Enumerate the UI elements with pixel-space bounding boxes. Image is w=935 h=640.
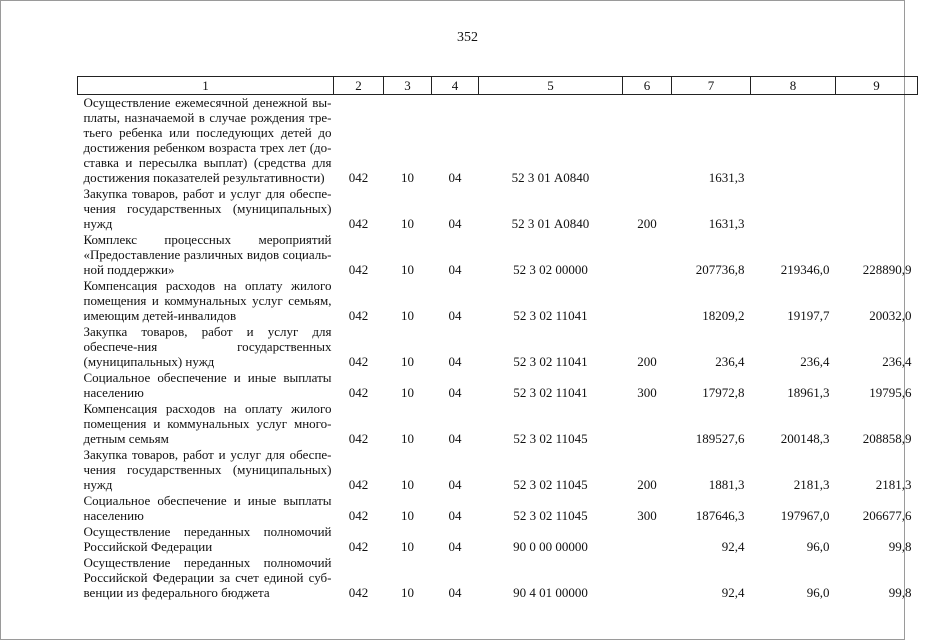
cell-ministry: 042 <box>348 508 369 523</box>
page-number: 352 <box>457 30 478 45</box>
cell-value-9: 99,8 <box>888 585 912 600</box>
row-name: Закупка товаров, работ и услуг для обеспе-чения государственных (муниципальных) нужд <box>83 186 332 231</box>
cell-section: 10 <box>401 585 414 600</box>
cell-target: 52 3 02 11041 <box>513 308 588 323</box>
row-name: Социальное обеспечение и иные выплаты населению <box>83 370 332 400</box>
cell-subsection: 04 <box>448 216 462 231</box>
cell-value-9: 206677,6 <box>862 508 912 523</box>
table-row <box>78 186 918 232</box>
cell-value-8: 19197,7 <box>787 308 830 323</box>
row-name: Социальное обеспечение и иные выплаты населению <box>83 493 332 523</box>
cell-value-8: 236,4 <box>800 354 830 369</box>
budget-table <box>77 76 918 601</box>
cell-subsection: 04 <box>448 385 462 400</box>
cell-value-8 <box>751 186 836 232</box>
cell-expense-type <box>623 555 672 601</box>
cell-value-9: 2181,3 <box>875 477 912 492</box>
cell-target: 52 3 02 11045 <box>513 477 588 492</box>
cell-target: 52 3 02 11041 <box>513 354 588 369</box>
cell-section: 10 <box>401 431 414 446</box>
row-name: Закупка товаров, работ и услуг для обеспе-чения государственных (муниципальных) нужд <box>83 447 332 492</box>
cell-value-8 <box>751 95 836 187</box>
table-header-row <box>78 77 918 95</box>
cell-target: 52 3 02 11045 <box>513 431 588 446</box>
cell-subsection: 04 <box>448 477 462 492</box>
cell-value-8: 200148,3 <box>780 431 830 446</box>
table-row <box>78 401 918 447</box>
cell-section: 10 <box>401 354 414 369</box>
table-row <box>78 278 918 324</box>
row-name: Закупка товаров, работ и услуг для обеспече-ния государственных (муниципальных) нужд <box>83 324 332 369</box>
cell-value-7: 236,4 <box>715 354 745 369</box>
cell-value-9: 236,4 <box>882 354 912 369</box>
cell-section: 10 <box>401 216 414 231</box>
cell-subsection: 04 <box>448 170 462 185</box>
cell-subsection: 04 <box>448 585 462 600</box>
cell-value-7: 92,4 <box>721 585 745 600</box>
cell-expense-type: 200 <box>637 354 657 369</box>
cell-section: 10 <box>401 385 414 400</box>
cell-subsection: 04 <box>448 539 462 554</box>
cell-expense-type <box>623 401 672 447</box>
cell-ministry: 042 <box>348 308 369 323</box>
cell-ministry: 042 <box>348 477 369 492</box>
column-header: 7 <box>672 77 751 95</box>
cell-value-7: 1881,3 <box>708 477 745 492</box>
row-name: Комплекс процессных мероприятий «Предоставление различных видов социаль-ной поддержки» <box>83 232 332 277</box>
cell-value-9: 20032,0 <box>869 308 912 323</box>
column-header: 8 <box>751 77 836 95</box>
cell-section: 10 <box>401 508 414 523</box>
cell-section: 10 <box>401 477 414 492</box>
row-name: Компенсация расходов на оплату жилого помещения и коммунальных услуг семьям, имеющим детей-инвалидов <box>83 278 332 323</box>
cell-value-8: 18961,3 <box>787 385 830 400</box>
cell-target: 90 0 00 00000 <box>513 539 588 554</box>
table-row <box>78 232 918 278</box>
cell-value-7: 92,4 <box>721 539 745 554</box>
cell-value-7: 189527,6 <box>695 431 745 446</box>
cell-value-9 <box>836 95 918 187</box>
cell-value-9: 228890,9 <box>862 262 912 277</box>
cell-value-7: 1631,3 <box>708 216 745 231</box>
cell-value-8: 2181,3 <box>793 477 830 492</box>
cell-expense-type <box>623 232 672 278</box>
table-row <box>78 370 918 401</box>
row-name: Осуществление переданных полномочий Российской Федерации <box>83 524 332 554</box>
cell-expense-type <box>623 524 672 555</box>
cell-expense-type: 200 <box>637 216 657 231</box>
cell-expense-type <box>623 95 672 187</box>
cell-subsection: 04 <box>448 308 462 323</box>
cell-target: 52 3 02 00000 <box>513 262 588 277</box>
row-name: Осуществление переданных полномочий Российской Федерации за счет единой суб-венции из федерального бюджета <box>83 555 332 600</box>
cell-target: 52 3 01 А0840 <box>511 170 590 185</box>
table-row <box>78 447 918 493</box>
cell-value-9: 208858,9 <box>862 431 912 446</box>
cell-target: 52 3 02 11045 <box>513 508 588 523</box>
column-header: 2 <box>334 77 384 95</box>
cell-ministry: 042 <box>348 170 369 185</box>
cell-section: 10 <box>401 308 414 323</box>
cell-expense-type: 200 <box>637 477 657 492</box>
cell-expense-type: 300 <box>637 508 657 523</box>
table-row <box>78 555 918 601</box>
cell-value-7: 187646,3 <box>695 508 745 523</box>
column-header: 9 <box>836 77 918 95</box>
cell-ministry: 042 <box>348 354 369 369</box>
cell-value-9: 99,8 <box>888 539 912 554</box>
cell-target: 52 3 01 А0840 <box>511 216 590 231</box>
cell-value-7: 17972,8 <box>702 385 745 400</box>
cell-value-8: 96,0 <box>806 585 830 600</box>
cell-section: 10 <box>401 539 414 554</box>
row-name: Осуществление ежемесячной денежной вы-платы, назначаемой в случае рождения тре-тьего ребенка или последующих детей до достижения ребенком возраста трех лет (до-ставка и пересылка выплат) (средства для достижения показателей результативности) <box>83 95 332 185</box>
cell-subsection: 04 <box>448 262 462 277</box>
column-header: 6 <box>623 77 672 95</box>
cell-ministry: 042 <box>348 216 369 231</box>
cell-value-9: 19795,6 <box>869 385 912 400</box>
cell-value-8: 219346,0 <box>780 262 830 277</box>
cell-ministry: 042 <box>348 431 369 446</box>
cell-value-8: 96,0 <box>806 539 830 554</box>
cell-subsection: 04 <box>448 431 462 446</box>
cell-value-9 <box>836 186 918 232</box>
cell-target: 52 3 02 11041 <box>513 385 588 400</box>
cell-value-7: 18209,2 <box>702 308 745 323</box>
cell-ministry: 042 <box>348 385 369 400</box>
table-row <box>78 524 918 555</box>
cell-subsection: 04 <box>448 354 462 369</box>
cell-expense-type <box>623 278 672 324</box>
cell-value-7: 1631,3 <box>708 170 745 185</box>
cell-target: 90 4 01 00000 <box>513 585 588 600</box>
cell-ministry: 042 <box>348 585 369 600</box>
cell-value-8: 197967,0 <box>780 508 830 523</box>
cell-value-7: 207736,8 <box>695 262 745 277</box>
row-name: Компенсация расходов на оплату жилого помещения и коммунальных услуг много-детным семьям <box>83 401 332 446</box>
cell-subsection: 04 <box>448 508 462 523</box>
table-row <box>78 95 918 187</box>
cell-section: 10 <box>401 262 414 277</box>
column-header: 1 <box>78 77 334 95</box>
column-header: 5 <box>479 77 623 95</box>
cell-ministry: 042 <box>348 539 369 554</box>
table-row <box>78 324 918 370</box>
table-row <box>78 493 918 524</box>
column-header: 4 <box>432 77 479 95</box>
column-header: 3 <box>384 77 432 95</box>
cell-ministry: 042 <box>348 262 369 277</box>
cell-expense-type: 300 <box>637 385 657 400</box>
cell-section: 10 <box>401 170 414 185</box>
